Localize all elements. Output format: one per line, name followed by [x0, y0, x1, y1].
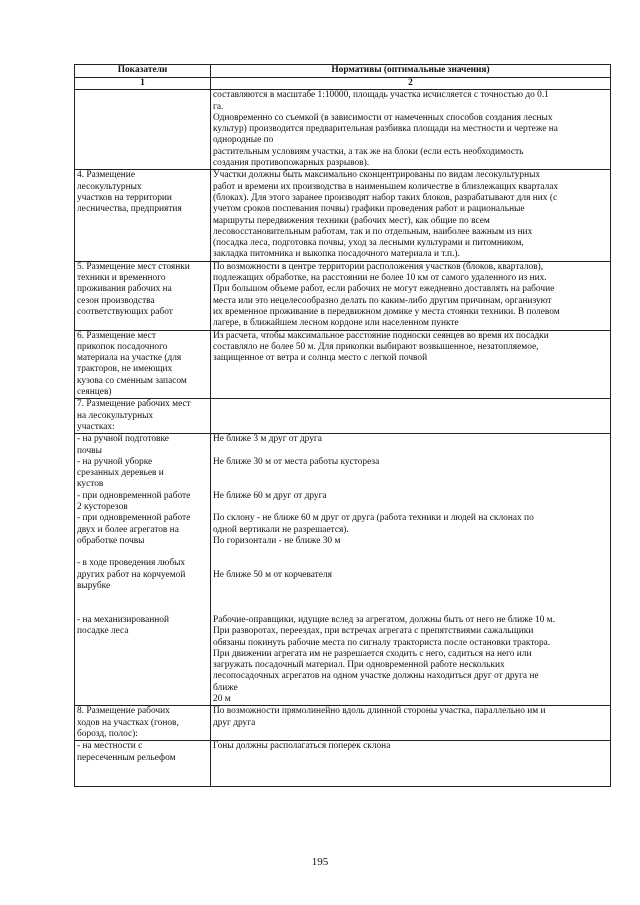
text-line: тракторов, не имеющих [77, 364, 173, 375]
text-line: растительным условиям участки, а так же на блоки (если есть необходимость [213, 146, 524, 157]
norm-cell [211, 741, 611, 787]
table-row [75, 434, 611, 706]
text-line [213, 468, 608, 479]
text-line [213, 502, 608, 513]
text-line [213, 558, 608, 569]
page-number: 195 [311, 856, 329, 868]
text-line: 5. Размещение мест стоянки [77, 261, 190, 272]
text-line: участках: [77, 421, 115, 432]
text-line: - в ходе проведения любых [77, 558, 186, 569]
text-line: однородные по [213, 135, 274, 146]
text-line: сеянцев) [77, 387, 112, 398]
table-row [75, 261, 611, 330]
text-line [77, 592, 208, 603]
text-line: лесокультурных [77, 181, 142, 192]
norm-cell [211, 261, 611, 330]
norm-cell [211, 90, 611, 170]
text-line: Рабочие-оправщики, идущие вслед за агрегатом, должны быть от него не ближе 10 м. [213, 614, 555, 625]
text-line: участков на территории [77, 192, 172, 203]
text-line [213, 547, 608, 558]
text-line: По склону - не ближе 60 м друг от друга (работа техники и людей на склонах по [213, 513, 534, 524]
text-line: Из расчета, чтобы максимальное расстояние подноски сеянцев во время их посадки [213, 330, 549, 341]
column-number-2: 2 [211, 78, 611, 90]
text-line: лесопосадочных агрегатов на одном участке должны находиться друг от друга не [213, 671, 539, 682]
text-line [77, 775, 208, 786]
text-line: лагере, в ближайшем лесном кордоне или населенном пункте [213, 318, 459, 329]
text-line: лесовосстановительным работам, так и по отдельным, наиболее важным из них [213, 226, 533, 237]
text-line: кустов [77, 479, 104, 490]
text-line [213, 446, 608, 457]
text-line: их временное проживание в передвижном домике у места стоянки техники. В полевом [213, 306, 560, 317]
text-line: других работ на корчуемой [77, 569, 186, 580]
text-line: составляло не более 50 м. Для прикопки выбирают возвышенное, незатопляемое, [213, 341, 539, 352]
text-line: 7. Размещение рабочих мест [77, 399, 191, 410]
text-line: сезон производства [77, 295, 155, 306]
column-number-1: 1 [75, 78, 211, 90]
text-line: 8. Размещение рабочих [77, 706, 170, 717]
text-line: га. [213, 101, 224, 112]
text-line: вырубке [77, 581, 111, 592]
text-line: на лесокультурных [77, 410, 154, 421]
text-line: - при одновременной работе [77, 490, 191, 501]
table-body [75, 90, 611, 787]
text-line: По горизонтали - не ближе 30 м [213, 535, 341, 546]
text-line: Одновременно со съемкой (в зависимости от намеченных способов создания лесных [213, 112, 553, 123]
text-line: подлежащих обработке, на расстоянии не более 10 км от самого удаленного из них. [213, 273, 547, 284]
text-line: обработке почвы [77, 535, 145, 546]
text-line: При большом объеме работ, если рабочих не могут ежедневно доставлять на рабочие [213, 284, 555, 295]
text-line [213, 604, 608, 615]
text-line: составляются в масштабе 1:10000, площадь участка исчисляется с точностью до 0.1 [213, 90, 549, 101]
text-line [77, 764, 208, 775]
text-line: При движении агрегата им не разрешается сходить с него, садиться на него или [213, 648, 532, 659]
table-row [75, 741, 611, 787]
text-line: Участки должны быть максимально сконцентрированы по видам лесокультурных [213, 170, 541, 181]
text-line: По возможности прямолинейно вдоль длинной стороны участка, параллельно им и [213, 706, 546, 717]
text-line [213, 581, 608, 592]
text-line: двух и более агрегатов на [77, 524, 179, 535]
text-line: материала на участке (для [77, 353, 182, 364]
text-line: Не ближе 3 м друг от друга [213, 434, 322, 445]
text-line: друг друга [213, 717, 256, 728]
column-number-row [75, 78, 611, 90]
header-row [75, 65, 611, 78]
text-line: создания противопожарных разрывов). [213, 158, 370, 169]
norm-cell [211, 434, 611, 706]
text-line: почвы [77, 445, 102, 456]
text-line [213, 592, 608, 603]
text-line: (посадка леса, подготовка почвы, уход за лесными культурами и питомником, [213, 238, 524, 249]
header-indicators: Показатели [75, 65, 211, 78]
header-norms: Нормативы (оптимальные значения) [211, 65, 611, 78]
indicator-cell [75, 90, 211, 170]
text-line: - при одновременной работе [77, 513, 191, 524]
text-line: закладка питомника и выкопка посадочного материала и т.п.). [213, 249, 460, 260]
text-line: культур) производится предварительная разбивка площади на местности и чертеже на [213, 124, 558, 135]
text-line: пересеченным рельефом [77, 752, 176, 763]
text-line: - на ручной подготовке [77, 434, 169, 445]
table-row [75, 170, 611, 261]
indicator-cell [75, 170, 211, 261]
table-row [75, 90, 611, 170]
text-line: посадке леса [77, 626, 129, 637]
norms-table [74, 64, 611, 787]
text-line: - на ручной уборке [77, 456, 153, 467]
text-line: техники и временного [77, 273, 166, 284]
table-row [75, 399, 611, 434]
table-row [75, 330, 611, 399]
text-line: 4. Размещение [77, 170, 135, 181]
text-line: (блоках). Для этого заранее производят набор таких блоков, разрабатывают для них (с [213, 192, 558, 203]
text-line: - на местности с [77, 741, 143, 752]
indicator-cell [75, 706, 211, 741]
text-line: защищенное от ветра и солнца место с легкой почвой [213, 353, 428, 364]
text-line: ближе [213, 682, 238, 693]
norm-cell [211, 706, 611, 741]
text-line: одной вертикали не разрешается). [213, 524, 349, 535]
norm-cell [211, 330, 611, 399]
text-line: 6. Размещение мест [77, 330, 156, 341]
indicator-cell [75, 261, 211, 330]
text-line: прикопок посадочного [77, 341, 168, 352]
norm-cell [211, 399, 611, 434]
text-line: обязаны покинуть рабочие места по сигналу тракториста после остановки трактора. [213, 637, 551, 648]
text-line: лесничества, предприятия [77, 204, 182, 215]
text-line [77, 547, 208, 558]
text-line: 2 кусторезов [77, 501, 128, 512]
text-line: места или это нецелесообразно делать по каким-либо другим причинам, организуют [213, 295, 552, 306]
text-line: проживания рабочих на [77, 284, 172, 295]
text-line: 20 м [213, 694, 231, 705]
text-line: ходов на участках (гонов, [77, 717, 179, 728]
text-line: учетом сроков поспевания почвы) графики проведения работ и рациональные [213, 204, 525, 215]
indicator-cell [75, 434, 211, 706]
text-line: Не ближе 60 м друг от друга [213, 490, 327, 501]
text-line: По возможности в центре территории расположения участков (блоков, кварталов), [213, 261, 544, 272]
text-line [77, 604, 208, 615]
text-line: - на механизированной [77, 614, 170, 625]
indicator-cell [75, 330, 211, 399]
text-line: маршруты передвижения техники (рабочих мест), как общие по всем [213, 215, 490, 226]
indicator-cell [75, 741, 211, 787]
indicator-cell [75, 399, 211, 434]
text-line: Не ближе 30 м от места работы кустореза [213, 456, 380, 467]
text-line: кузова со сменным запасом [77, 375, 187, 386]
norm-cell [211, 170, 611, 261]
text-line: загружать посадочный материал. При одновременной работе нескольких [213, 660, 505, 671]
table-row [75, 706, 611, 741]
text-line: борозд, полос): [77, 728, 138, 739]
text-line: При разворотах, переездах, при встречах агрегата с препятствиями сажальщики [213, 626, 534, 637]
text-line: Не ближе 50 м от корчевателя [213, 569, 332, 580]
text-line: Гоны должны располагаться поперек склона [213, 741, 391, 752]
text-line: соответствующих работ [77, 306, 173, 317]
text-line: срезанных деревьев и [77, 468, 164, 479]
text-line [213, 479, 608, 490]
text-line: работ и времени их производства в наименьшем количестве в близлежащих кварталах [213, 181, 559, 192]
